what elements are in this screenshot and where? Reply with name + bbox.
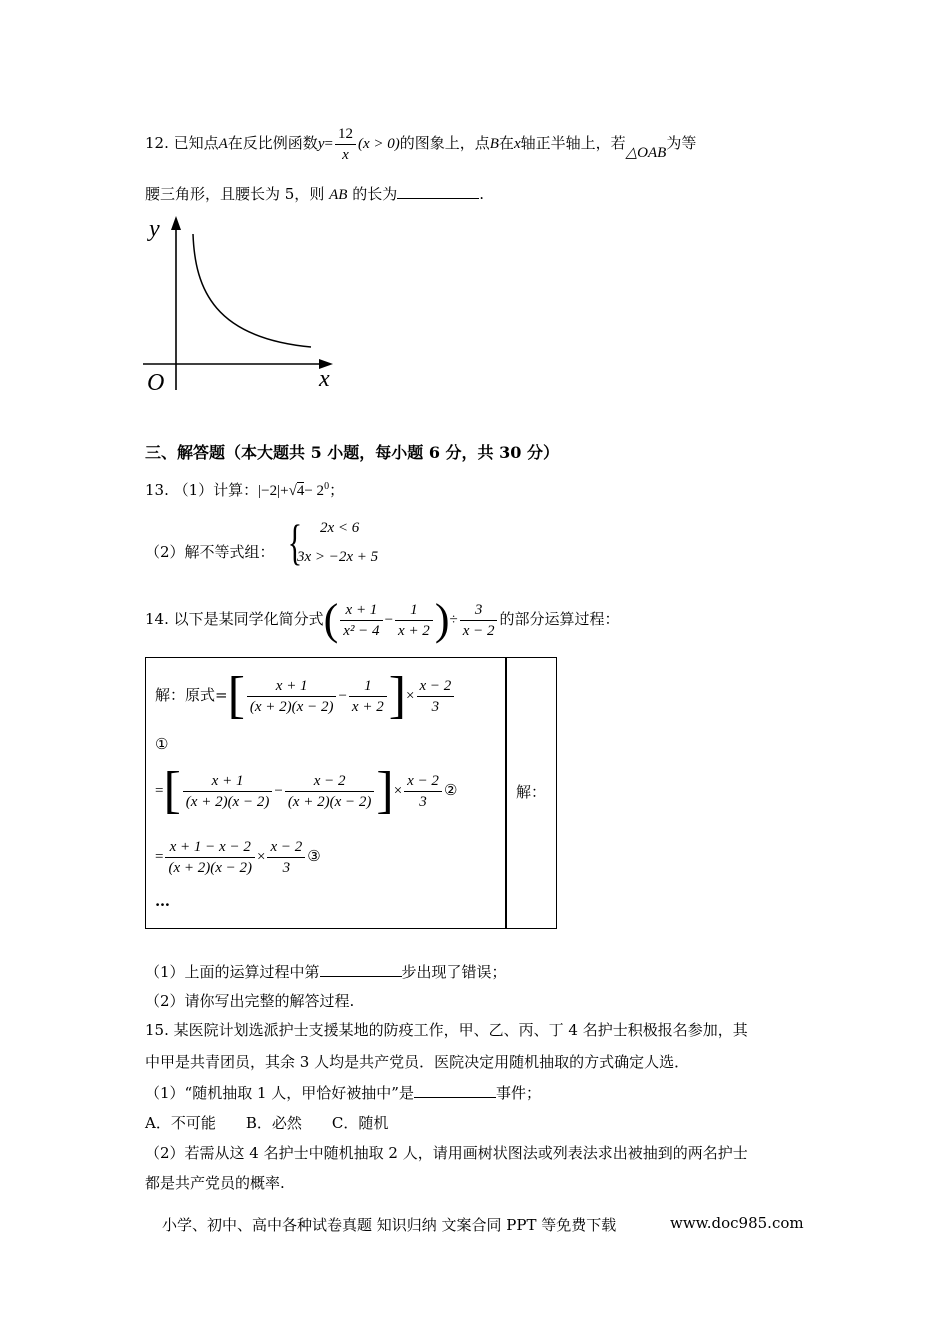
- mark-1: ①: [155, 735, 169, 753]
- q12-line2: 腰三角形，且腰长为 5，则 AB 的长为 .: [145, 185, 485, 203]
- inequality-1: 2x < 6: [320, 520, 360, 536]
- point-a: A: [218, 136, 228, 152]
- y-label: y: [149, 216, 160, 242]
- q15-options: A．不可能 B．必然 C．随机: [145, 1114, 389, 1132]
- step-3: = $\frac{x + 1 - x - 2}{(x + 2)(x - 2)}$ × $\frac{x - 2}{3}$ ③: [155, 838, 321, 876]
- q14-intro: 14. 以下是某同学化简分式( $\frac{x + 1}{\text{x² − 4}}$ − $\frac{1}{x + 2}$ )÷ $\frac{3}{x - 2}$ 的部分运算过程：: [145, 595, 620, 644]
- q13-part2-label: （2）解不等式组：: [145, 543, 275, 561]
- mark-3: ③: [307, 847, 321, 865]
- x-label: x: [319, 366, 330, 392]
- q15-part2-line2: 都是共产党员的概率.: [145, 1174, 285, 1192]
- q12-line1: 12. 已知点A在反比例函数y= $\frac{12}{x}$ (x > 0)的图象上，点B在x轴正半轴上，若△OAB为等: [145, 125, 697, 163]
- q15-line2: 中甲是共青团员，其余 3 人均是共产党员．医院决定用随机抽取的方式确定人选．: [145, 1053, 690, 1071]
- footer-url[interactable]: www.doc985.com: [670, 1214, 804, 1232]
- y-arrow: [171, 216, 181, 230]
- sqrt-symbol: √: [288, 483, 297, 499]
- q15-part1: （1）“随机抽取 1 人，甲恰好被抽中”是 事件；: [145, 1084, 541, 1102]
- step-2: =[ $\frac{x + 1}{(x + 2)(x - 2)}$ − $\frac{x - 2}{(x + 2)(x - 2)}$ ]× $\frac{x - 2}{3}$ ②: [155, 762, 458, 819]
- box-divider: [505, 658, 507, 928]
- box-right-label: 解：: [516, 783, 547, 801]
- hyperbola-curve: [193, 234, 311, 347]
- q14-part1: （1）上面的运算过程中第 步出现了错误；: [145, 963, 507, 981]
- origin-label: O: [147, 370, 165, 396]
- q13-part1: 13. （1）计算：$|-2|+√4- 2^0$；: [145, 481, 345, 499]
- event-blank[interactable]: [414, 1083, 496, 1098]
- ellipsis: …: [155, 892, 170, 910]
- answer-blank[interactable]: [397, 184, 479, 199]
- q15-part2-line1: （2）若需从这 4 名护士中随机抽取 2 人，请用画树状图法或列表法求出被抽到的两名护士: [145, 1144, 748, 1162]
- inequality-brace: {: [287, 514, 303, 570]
- solution-box: [145, 657, 557, 929]
- mark-2: ②: [443, 781, 458, 799]
- q15-line1: 15. 某医院计划选派护士支援某地的防疫工作，甲、乙、丙、丁 4 名护士积极报名参加，其: [145, 1021, 748, 1039]
- footer-text: 小学、初中、高中各种试卷真题 知识归纳 文案合同 PPT 等免费下载: [162, 1216, 617, 1234]
- step-1: 解：原式=[ $\frac{x + 1}{(x + 2)(x - 2)}$ − $\frac{1}{x + 2}$ ]× $\frac{x - 2}{3}$: [155, 667, 456, 723]
- step-blank[interactable]: [320, 962, 402, 977]
- hyperbola-graph: [135, 210, 345, 400]
- inequality-2: 3x > −2x + 5: [297, 549, 379, 565]
- triangle-oab: △OAB: [625, 145, 667, 161]
- section-heading: 三、解答题（本大题共 5 小题，每小题 6 分，共 30 分）: [145, 443, 559, 462]
- fraction-12-over-x: $\frac{12}{x}$: [335, 124, 356, 165]
- q14-part2: （2）请你写出完整的解答过程.: [145, 992, 355, 1010]
